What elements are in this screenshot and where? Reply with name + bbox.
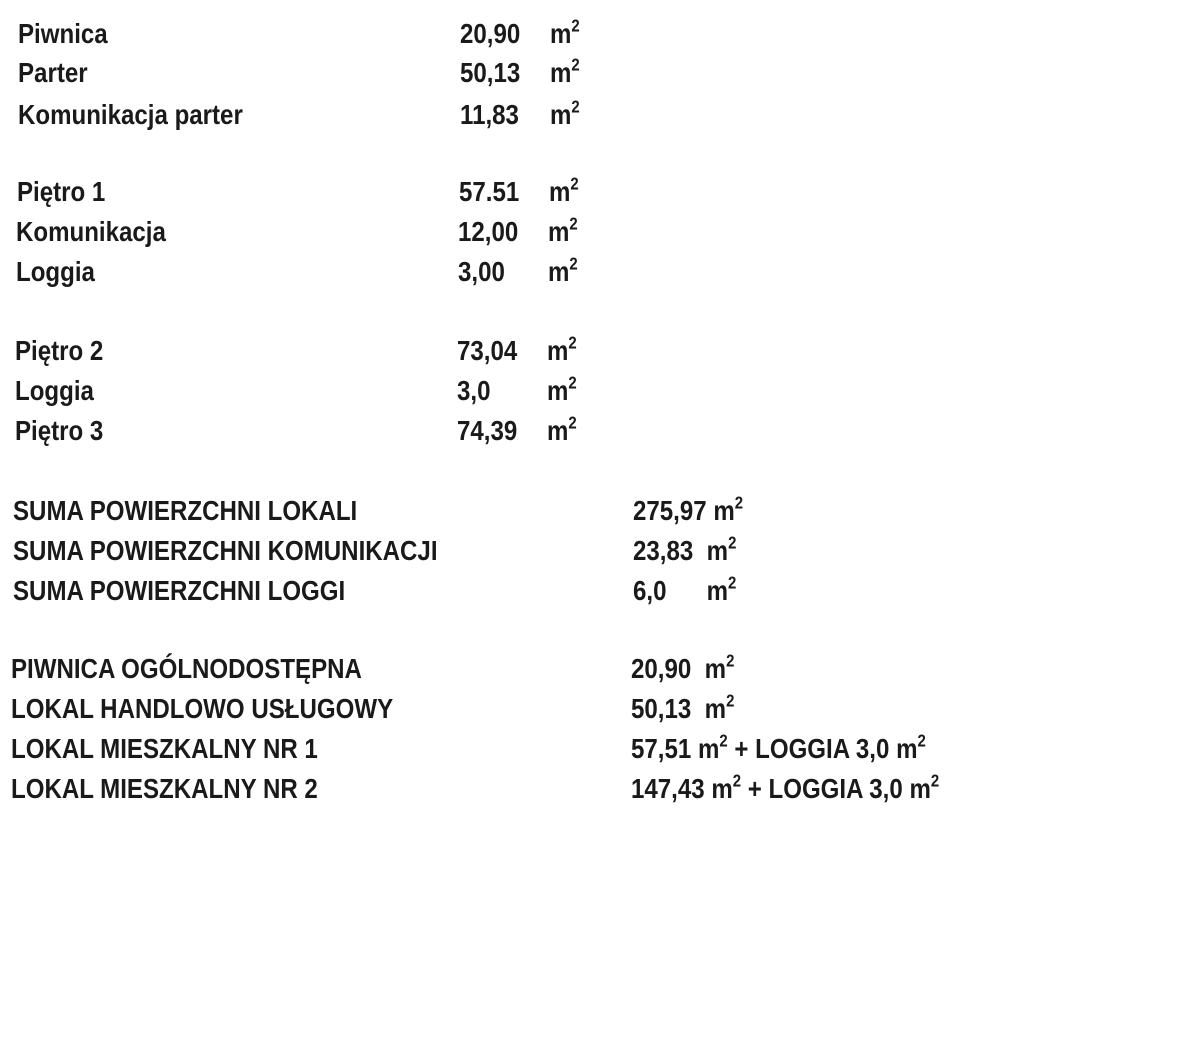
unit-label: PIWNICA OGÓLNODOSTĘPNA [11, 653, 362, 684]
area-value: 3,0 [457, 375, 491, 406]
area-label: Komunikacja [16, 216, 166, 247]
unit-label: LOKAL MIESZKALNY NR 2 [11, 773, 318, 804]
sum-label: SUMA POWIERZCHNI LOKALI [13, 495, 358, 526]
area-label: Parter [18, 57, 88, 88]
area-value: 20,90 [460, 18, 521, 49]
area-value: 12,00 [458, 216, 519, 247]
area-unit: $m^2$ [547, 372, 577, 406]
area-label: Piętro 2 [15, 335, 104, 366]
area-value: 3,00 [458, 256, 505, 287]
area-value: 50,13 [460, 57, 521, 88]
area-label: Piętro 3 [15, 415, 104, 446]
unit-value: 50,13 $m^2$ [631, 690, 735, 724]
unit-label: LOKAL HANDLOWO USŁUGOWY [11, 693, 394, 724]
area-label: Loggia [15, 375, 94, 406]
unit-label: LOKAL MIESZKALNY NR 1 [11, 733, 318, 764]
unit-value: 147,43 $m^2$ + LOGGIA 3,0 $m^2$ [631, 770, 940, 804]
area-unit: $m^2$ [550, 54, 580, 88]
sum-label: SUMA POWIERZCHNI KOMUNIKACJI [13, 535, 438, 566]
area-label: Piwnica [18, 18, 108, 49]
area-label: Loggia [16, 256, 95, 287]
sum-value: 23,83 $m^2$ [633, 532, 737, 566]
area-unit: $m^2$ [548, 213, 578, 247]
area-unit: $m^2$ [547, 412, 577, 446]
sum-value: 6,0 $m^2$ [633, 572, 737, 606]
area-unit: $m^2$ [550, 96, 580, 130]
area-unit: $m^2$ [550, 15, 580, 49]
sum-label: SUMA POWIERZCHNI LOGGI [13, 575, 346, 606]
area-label: Komunikacja parter [18, 99, 243, 130]
area-unit: $m^2$ [547, 332, 577, 366]
area-label: Piętro 1 [17, 176, 106, 207]
area-value: 74,39 [457, 415, 518, 446]
unit-value: 20,90 $m^2$ [631, 650, 735, 684]
area-value: 11,83 [460, 99, 519, 130]
area-unit: $m^2$ [549, 173, 579, 207]
unit-value: 57,51 $m^2$ + LOGGIA 3,0 $m^2$ [631, 730, 926, 764]
area-unit: $m^2$ [548, 253, 578, 287]
area-value: 57.51 [459, 176, 520, 207]
sum-value: 275,97 $m^2$ [633, 492, 744, 526]
area-value: 73,04 [457, 335, 518, 366]
